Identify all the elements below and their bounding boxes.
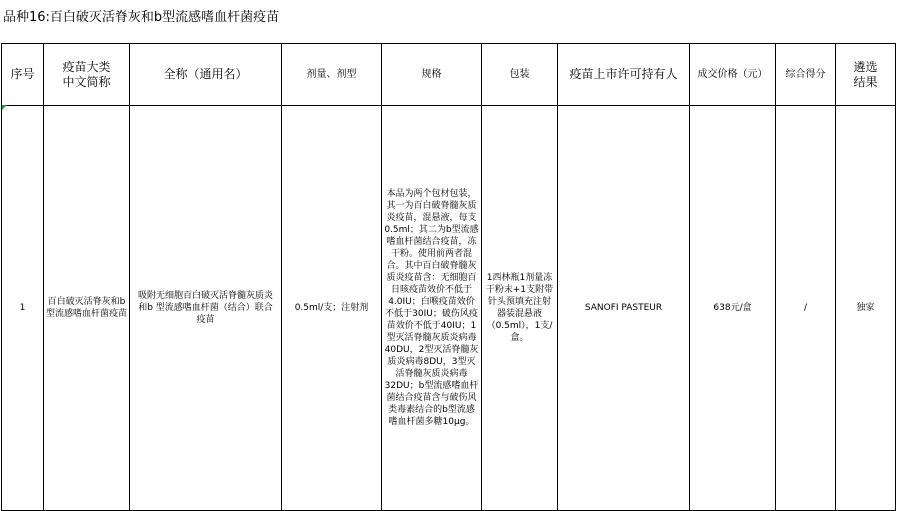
header-category: 疫苗大类 中文简称 bbox=[44, 44, 130, 106]
page-title: 品种16:百白破灭活脊灰和b型流感嗜血杆菌疫苗 bbox=[3, 10, 280, 25]
vaccine-table bbox=[1, 43, 896, 511]
cell-seq: 1 bbox=[2, 106, 44, 511]
cell-category: 百白破灭活脊灰和b型流感嗜血杆菌疫苗 bbox=[44, 106, 130, 511]
header-result: 遴选 结果 bbox=[836, 44, 896, 106]
cell-dosage: 0.5ml/支；注射剂 bbox=[282, 106, 382, 511]
table-header-row bbox=[2, 44, 896, 106]
cell-price: 638元/盒 bbox=[690, 106, 776, 511]
cell-holder: SANOFI PASTEUR bbox=[558, 106, 690, 511]
cell-package: 1西林瓶1剂量冻干粉末+1支附带针头预填充注射器装混悬液（0.5ml），1支/盒。 bbox=[482, 106, 558, 511]
header-price: 成交价格（元） bbox=[690, 44, 776, 106]
cell-result: 独家 bbox=[836, 106, 896, 511]
header-package: 包装 bbox=[482, 44, 558, 106]
header-score: 综合得分 bbox=[776, 44, 836, 106]
header-holder: 疫苗上市许可持有人 bbox=[558, 44, 690, 106]
table-row bbox=[2, 106, 896, 511]
cell-spec: 本品为两个包材包装，其一为百白破脊髓灰质炎疫苗，混悬液，每支0.5ml；其二为b型流感嗜血杆菌结合疫苗，冻干粉。使用前两者混合。其中百白破脊髓灰质炎疫苗含：无细胞百日咳疫苗效价不低于4.0IU；白喉疫苗效价不低于30IU；破伤风疫苗效价不低于40IU；1型灭活脊髓灰质炎病毒40DU，2型灭活脊髓灰质炎病毒8DU，3型灭活脊髓灰质炎病毒32DU；b型流感嗜血杆菌结合疫苗含与破伤风类毒素结合的b型流感嗜血杆菌多糖10μg。 bbox=[382, 106, 482, 511]
header-seq: 序号 bbox=[2, 44, 44, 106]
header-dosage: 剂量、剂型 bbox=[282, 44, 382, 106]
cell-comment-marker bbox=[2, 105, 7, 110]
header-fullname: 全称（通用名） bbox=[130, 44, 282, 106]
header-spec: 规格 bbox=[382, 44, 482, 106]
cell-fullname: 吸附无细胞百白破灭活脊髓灰质炎和b 型流感嗜血杆菌（结合）联合疫苗 bbox=[130, 106, 282, 511]
cell-score: / bbox=[776, 106, 836, 511]
